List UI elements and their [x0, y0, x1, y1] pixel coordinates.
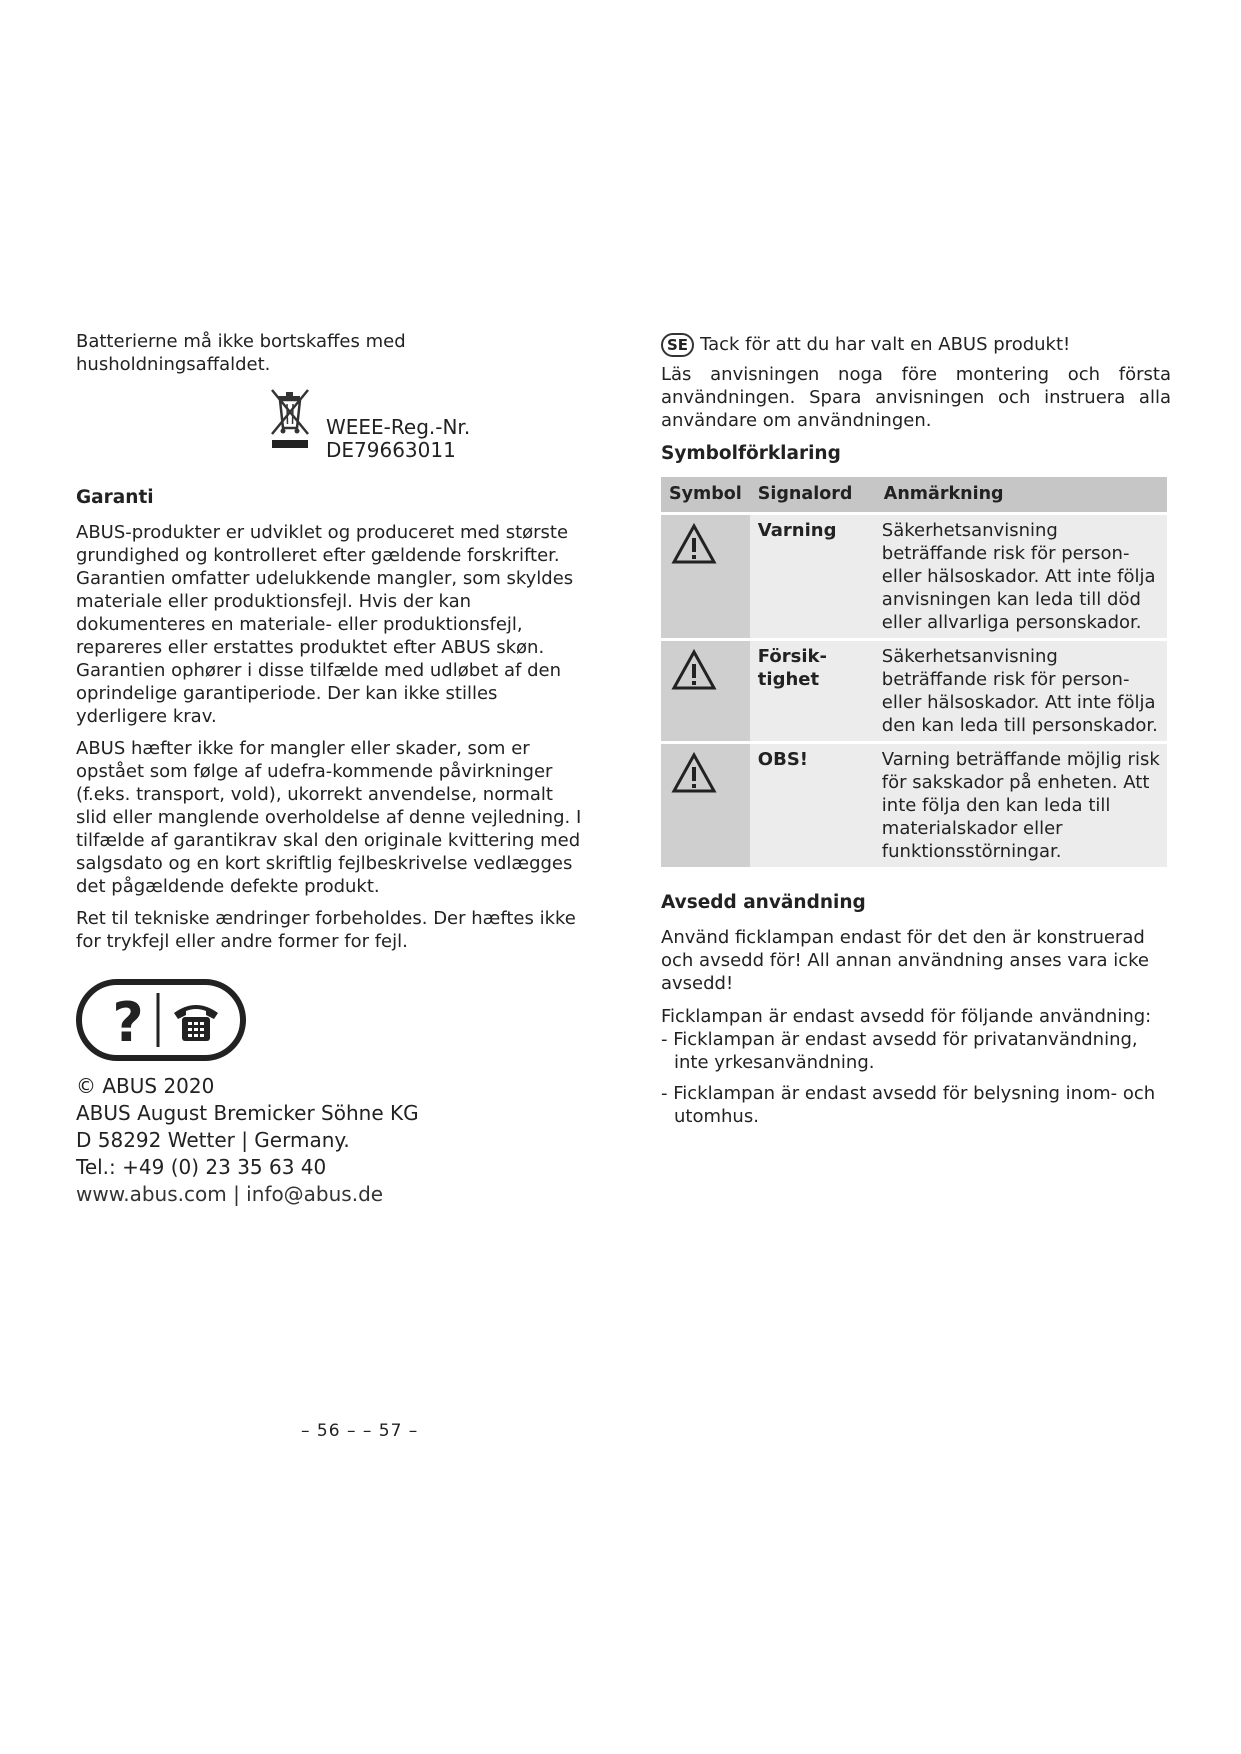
battery-disposal-text: Batterierne må ikke bortskaffes med husholdningsaffaldet. [76, 331, 406, 375]
thanks-line [661, 333, 1171, 357]
intended-use-heading: Avsedd användning [661, 892, 866, 913]
list-item-text: Ficklampan är endast avsedd för belysning inom- och utomhus. [673, 1083, 1156, 1127]
symbol-table [661, 477, 1167, 867]
signal-word-obs: OBS! [750, 743, 876, 868]
remark-obs: Varning beträffande möjlig risk för sakskador på enheten. Att inte följa den kan leda till materialskador eller funktionsstörningar. [876, 743, 1167, 868]
right-page [661, 333, 1171, 1128]
symbol-explanation-heading: Symbolförklaring [661, 443, 841, 464]
signal-word-caution: Försik-tighet [750, 640, 876, 743]
sweden-language-badge: SE [661, 333, 694, 357]
guarantee-paragraph-2: ABUS hæfter ikke for mangler eller skader, som er opstået som følge af udefra-kommende påvirkninger (f.eks. transport, vold), ukorrekt anvendelse, normalt slid eller manglende overholdelse af denne vejledning. I tilfælde af garantikrav skal den originale kvittering med salgsdato og en kort skriftlig fejlbeskrivelse vedlægges det pågældende defekte produkt. [76, 738, 582, 897]
symbol-table-header [661, 477, 1167, 514]
remark-caution: Säkerhetsanvisning beträffande risk för person- eller hälsoskador. Att inte följa den kan leda till personskador. [876, 640, 1167, 743]
guarantee-heading: Garanti [76, 487, 154, 508]
header-signal-word: Signalord [750, 477, 876, 514]
weee-row [76, 384, 586, 462]
header-symbol: Symbol [661, 477, 750, 514]
page-numbers: – 56 – – 57 – [301, 1421, 419, 1441]
remark-warning: Säkerhetsanvisning beträffande risk för person- eller hälsoskador. Att inte följa anvisningen kan leda till död eller allvarliga personskador. [876, 514, 1167, 640]
company-address: D 58292 Wetter | Germany. [76, 1128, 350, 1152]
company-phone: Tel.: +49 (0) 23 35 63 40 [76, 1155, 327, 1179]
table-row [661, 514, 1167, 640]
header-remark: Anmärkning [876, 477, 1167, 514]
signal-word-warning: Varning [750, 514, 876, 640]
table-row [661, 743, 1167, 868]
left-page [76, 330, 586, 1208]
symbol-cell [661, 743, 750, 868]
list-item: - Ficklampan är endast avsedd för privatanvändning, inte yrkesanvändning. [661, 1029, 1138, 1073]
warning-triangle-icon [671, 752, 717, 794]
svg-text:?: ? [112, 991, 144, 1054]
warning-triangle-icon [671, 649, 717, 691]
list-item: - Ficklampan är endast avsedd för belysning inom- och utomhus. [661, 1083, 1156, 1127]
intended-use-paragraph-1: Använd ficklampan endast för det den är konstruerad och avsedd för! All annan användning anses vara icke avsedd! [661, 927, 1149, 994]
list-item-text: Ficklampan är endast avsedd för privatanvändning, inte yrkesanvändning. [673, 1029, 1138, 1073]
symbol-cell [661, 640, 750, 743]
company-web-email[interactable]: www.abus.com | info@abus.de [76, 1182, 384, 1206]
intended-use-list [661, 1028, 1171, 1128]
symbol-cell [661, 514, 750, 640]
contact-block [76, 1073, 586, 1208]
copyright: © ABUS 2020 [76, 1074, 215, 1098]
guarantee-paragraph-3: Ret til tekniske ændringer forbeholdes. Der hæftes ikke for trykfejl eller andre former for fejl. [76, 908, 576, 952]
weee-reg-number: WEEE-Reg.-Nr. DE79663011 [326, 415, 471, 462]
crossed-out-bin-icon [268, 384, 312, 450]
warning-triangle-icon [671, 523, 717, 565]
company-name: ABUS August Bremicker Söhne KG [76, 1101, 419, 1125]
intended-use-paragraph-2: Ficklampan är endast avsedd för följande användning: [661, 1006, 1152, 1027]
question-phone-icon [76, 979, 246, 1061]
guarantee-paragraph-1: ABUS-produkter er udviklet og produceret med største grundighed og kontrolleret efter gældende forskrifter. Garantien omfatter udelukkende mangler, som skyldes materiale eller produktionsfejl. Hvis der kan dokumenteres en materiale- eller produktionsfejl, repareres eller erstattes produktet efter ABUS skøn. Garantien ophører i disse tilfælde med udløbet af den oprindelige garantiperiode. Der kan ikke stilles yderligere krav. [76, 522, 574, 727]
thanks-text: Tack för att du har valt en ABUS produkt! [700, 334, 1071, 355]
intro-paragraph: Läs anvisningen noga före montering och första användningen. Spara anvisningen och instruera alla användare om användningen. [661, 364, 1171, 431]
table-row [661, 640, 1167, 743]
